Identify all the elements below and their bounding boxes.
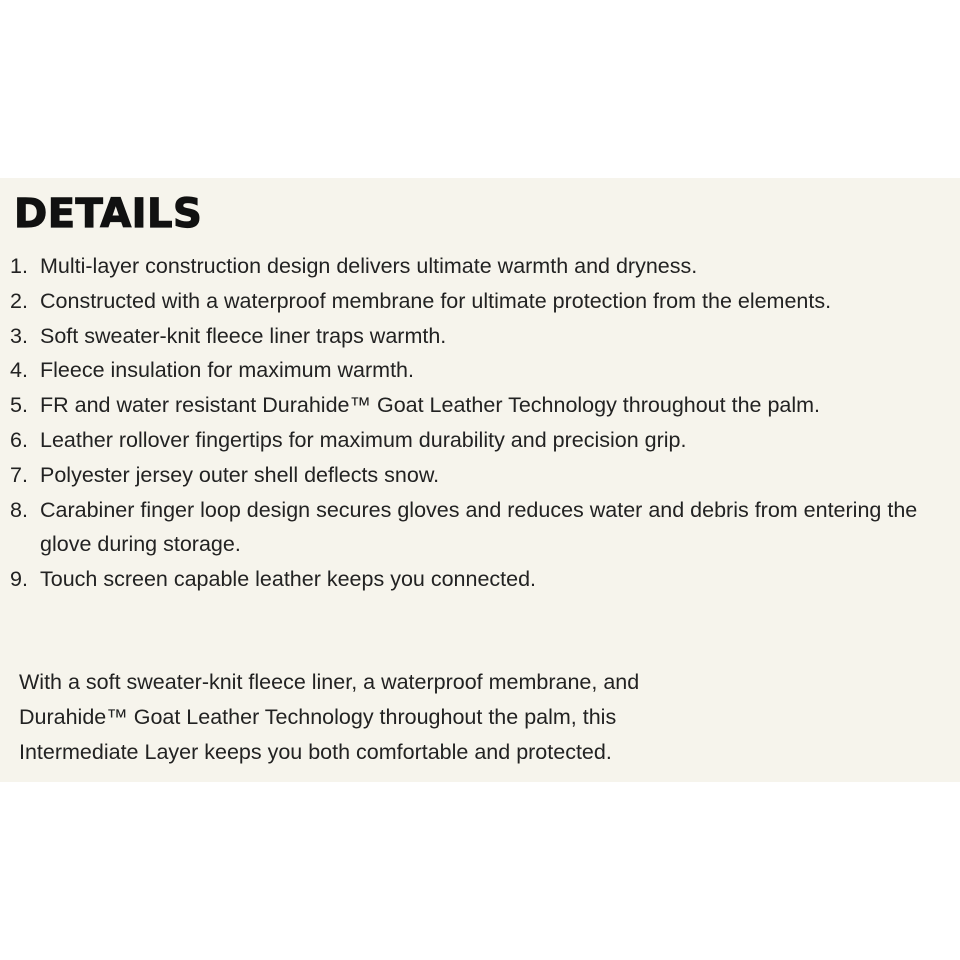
list-item-text: Fleece insulation for maximum warmth. xyxy=(40,358,414,383)
list-item-text: Multi-layer construction design delivers ultimate warmth and dryness. xyxy=(40,254,698,278)
list-item xyxy=(0,388,960,423)
list-item xyxy=(0,284,960,319)
list-item-number: 2. xyxy=(10,288,28,313)
list-item xyxy=(0,423,960,458)
list-item-number: 3. xyxy=(10,323,28,348)
details-panel xyxy=(0,178,960,782)
list-item xyxy=(0,353,960,388)
list-item xyxy=(0,249,960,284)
list-item-text: Leather rollover fingertips for maximum durability and precision grip. xyxy=(40,427,687,452)
list-item-number: 6. xyxy=(10,427,28,452)
list-item-text: Polyester jersey outer shell deflects snow. xyxy=(40,462,440,487)
details-list xyxy=(0,249,960,597)
description-paragraph: With a soft sweater-knit fleece liner, a waterproof membrane, and Durahide™ Goat Leather Technology throughout the palm, this Intermediate Layer keeps you both comfortable and protected. xyxy=(19,670,640,764)
list-item xyxy=(0,319,960,354)
details-title: DETAILS xyxy=(14,191,203,237)
list-item-text: Touch screen capable leather keeps you connected. xyxy=(40,567,537,592)
list-item-number: 8. xyxy=(10,497,28,522)
list-item-text: Constructed with a waterproof membrane for ultimate protection from the elements. xyxy=(40,288,832,313)
list-item-number: 4. xyxy=(10,358,28,383)
list-item-number: 9. xyxy=(10,567,28,592)
list-item xyxy=(0,493,960,563)
list-item-text: FR and water resistant Durahide™ Goat Leather Technology throughout the palm. xyxy=(40,393,821,418)
list-item-number: 1. xyxy=(10,254,28,278)
list-item-number: 7. xyxy=(10,462,28,487)
list-item-number: 5. xyxy=(10,393,28,418)
list-item-text: Carabiner finger loop design secures gloves and reduces water and debris from entering the glove during storage. xyxy=(40,497,918,557)
list-item xyxy=(0,458,960,493)
list-item-text: Soft sweater-knit fleece liner traps warmth. xyxy=(40,323,447,348)
list-item xyxy=(0,562,960,597)
